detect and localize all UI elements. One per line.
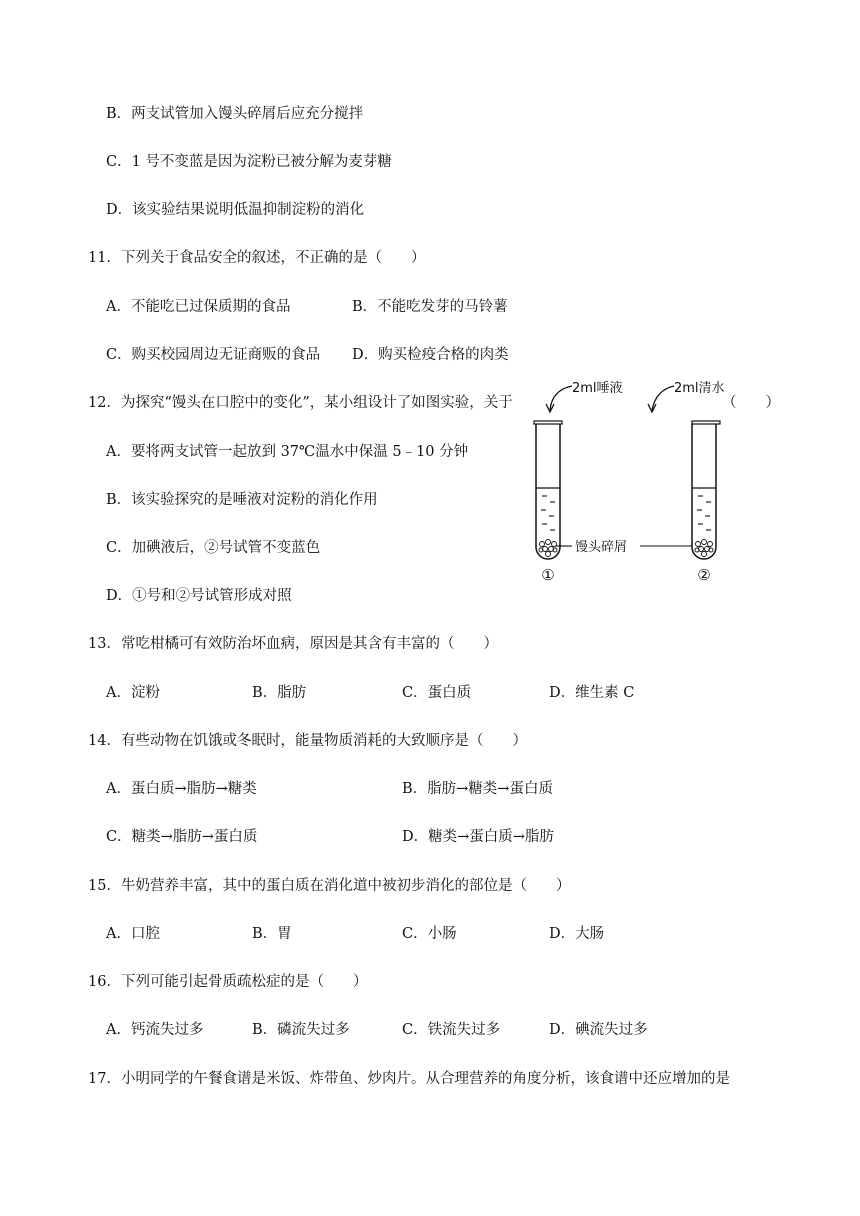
q11-option-b: B．不能吃发芽的马铃薯 [352, 299, 508, 315]
label-water: 2ml清水 [674, 381, 725, 396]
q13-option-d: D．维生素 C [549, 685, 635, 701]
q11-stem: 11．下列关于食品安全的叙述，不正确的是（ ） [88, 250, 426, 266]
q14-option-a: A．蛋白质→脂肪→糖类 [106, 781, 257, 797]
label-saliva: 2ml唾液 [572, 381, 623, 396]
q13-option-a: A．淀粉 [106, 685, 160, 701]
q13-stem: 13．常吃柑橘可有效防治坏血病，原因是其含有丰富的（ ） [88, 636, 498, 652]
q12-answer-paren: （ ） [722, 395, 780, 411]
q10-option-c: C．1 号不变蓝是因为淀粉已被分解为麦芽糖 [106, 154, 392, 170]
q12-option-a: A．要将两支试管一起放到 37℃温水中保温 5﹣10 分钟 [106, 444, 469, 460]
test-tube-2 [692, 421, 720, 559]
tube-label-1: ① [541, 566, 555, 584]
q11-option-d: D．购买检疫合格的肉类 [352, 347, 509, 363]
label-bread-crumbs: 馒头碎屑 [575, 540, 628, 555]
q12-option-b: B．该实验探究的是唾液对淀粉的消化作用 [106, 492, 378, 508]
q14-option-d: D．糖类→蛋白质→脂肪 [402, 829, 554, 845]
q16-option-a: A．钙流失过多 [106, 1022, 204, 1038]
q16-option-b: B．磷流失过多 [252, 1022, 350, 1038]
q10-option-d: D．该实验结果说明低温抑制淀粉的消化 [106, 202, 365, 218]
q12-stem: 12．为探究“馒头在口腔中的变化”，某小组设计了如图实验，关于 [88, 395, 513, 411]
q13-option-c: C．蛋白质 [402, 685, 472, 701]
q11-option-c: C．购买校园周边无证商贩的食品 [106, 347, 321, 363]
q15-option-a: A．口腔 [106, 926, 160, 942]
q16-stem: 16．下列可能引起骨质疏松症的是（ ） [88, 974, 368, 990]
q16-option-c: C．铁流失过多 [402, 1022, 501, 1038]
q16-option-d: D．碘流失过多 [549, 1022, 648, 1038]
q11-option-a: A．不能吃已过保质期的食品 [106, 299, 291, 315]
q14-stem: 14．有些动物在饥饿或冬眠时，能量物质消耗的大致顺序是（ ） [88, 733, 527, 749]
q12-option-c: C．加碘液后，②号试管不变蓝色 [106, 540, 321, 556]
q15-stem: 15．牛奶营养丰富，其中的蛋白质在消化道中被初步消化的部位是（ ） [88, 878, 571, 894]
q15-option-c: C．小肠 [402, 926, 457, 942]
test-tube-figure [520, 372, 725, 587]
test-tube-1 [534, 421, 562, 559]
q15-option-d: D．大肠 [549, 926, 605, 942]
q15-option-b: B．胃 [252, 926, 292, 942]
tube-label-2: ② [697, 566, 711, 584]
q14-option-c: C．糖类→脂肪→蛋白质 [106, 829, 258, 845]
q17-stem: 17．小明同学的午餐食谱是米饭、炸带鱼、炒肉片。从合理营养的角度分析，该食谱中还应增加的是 [88, 1071, 730, 1087]
q10-option-b: B．两支试管加入馒头碎屑后应充分搅拌 [106, 106, 364, 122]
q12-option-d: D．①号和②号试管形成对照 [106, 588, 292, 604]
q13-option-b: B．脂肪 [252, 685, 307, 701]
q14-option-b: B．脂肪→糖类→蛋白质 [402, 781, 553, 797]
